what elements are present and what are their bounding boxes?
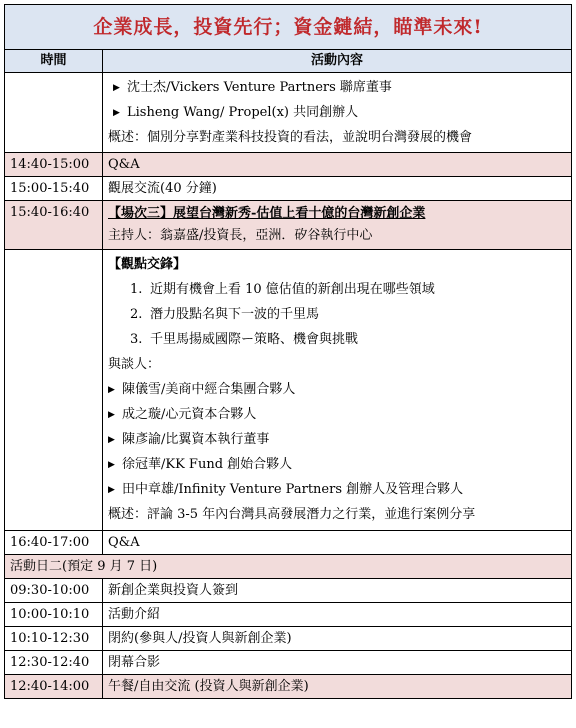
activity-cell: 午餐/自由交流 (投資人與新創企業)	[103, 675, 572, 699]
table-row	[5, 177, 572, 201]
triangle-bullet-icon: ▶	[108, 409, 115, 420]
time-cell: 09:30-10:00	[5, 579, 103, 603]
panelist: 田中章雄/Infinity Venture Partners 創辦人及管理合夥人	[122, 481, 464, 497]
activity-cell: 閉幕合影	[103, 651, 572, 675]
panelist: 成之璇/心元資本合夥人	[122, 406, 257, 422]
activity-cell: Q&A	[103, 153, 572, 177]
triangle-bullet-icon: ▶	[108, 484, 115, 495]
activity-cell: Q&A	[103, 531, 572, 555]
table-row	[5, 201, 572, 250]
triangle-bullet-icon: ▶	[113, 82, 120, 93]
activity-cell: 閉約(參與人/投資人與新創企業)	[103, 627, 572, 651]
day-header: 活動日二(預定 9 月 7 日)	[5, 555, 572, 579]
table-row	[5, 627, 572, 651]
time-cell: 12:40-14:00	[5, 675, 103, 699]
table-row	[5, 675, 572, 699]
session-host: 主持人：翁嘉盛/投資長，亞洲．矽谷執行中心	[108, 228, 373, 243]
table-row: 【觀點交鋒】 1. 近期有機會上看 10 億估值的新創出現在哪些領域 2. 潛力股點名與下一波的千里馬 3. 千里馬揚威國際ー策略、機會與挑戰 與談人： ▶ 陳儀雪/美商中經合集團合夥人 ▶ 成之璇/心元資本合夥人 ▶ 陳彥諭/比翼資本執行董事 ▶ 徐冠華/KK Fund 創始合夥人 ▶ 田中章雄/Infinity Venture Partners 創辦人及管理合夥人 概述：評論 3-5 年內台灣具高發展潛力之行業，並進行案例分享	[5, 250, 572, 531]
time-cell: 15:40-16:40	[5, 201, 103, 250]
time-cell: 14:40-15:00	[5, 153, 103, 177]
time-cell: 10:00-10:10	[5, 603, 103, 627]
point: 潛力股點名與下一波的千里馬	[150, 306, 320, 322]
speaker: Lisheng Wang/ Propel(x) 共同創辦人	[127, 104, 359, 120]
table-row	[5, 555, 572, 579]
table-row	[5, 651, 572, 675]
section-heading: 【觀點交鋒】	[108, 256, 187, 272]
time-cell: 10:10-12:30	[5, 627, 103, 651]
summary: 概述：個別分享對產業科技投資的看法，並說明台灣發展的機會	[108, 129, 473, 145]
table-row	[5, 603, 572, 627]
triangle-bullet-icon: ▶	[108, 384, 115, 395]
table-row	[5, 531, 572, 555]
speaker: 沈士杰/Vickers Venture Partners 聯席董事	[127, 79, 392, 95]
panelist: 徐冠華/KK Fund 創始合夥人	[122, 456, 293, 472]
page-title: 企業成長，投資先行；資金鏈結，瞄準未來!	[5, 5, 572, 50]
session-title: 【場次三】展望台灣新秀-估值上看十億的台灣新創企業	[108, 206, 426, 221]
point: 千里馬揚威國際ー策略、機會與挑戰	[150, 331, 359, 347]
panel-label: 與談人：	[108, 356, 161, 372]
triangle-bullet-icon: ▶	[113, 107, 120, 118]
table-row	[5, 153, 572, 177]
activity-cell: 新創企業與投資人簽到	[103, 579, 572, 603]
column-header-activity: 活動內容	[103, 50, 572, 73]
time-cell: 12:30-12:40	[5, 651, 103, 675]
triangle-bullet-icon: ▶	[108, 459, 115, 470]
column-header-time: 時間	[5, 50, 103, 73]
time-cell: 15:00-15:40	[5, 177, 103, 201]
summary: 概述：評論 3-5 年內台灣具高發展潛力之行業，並進行案例分享	[108, 506, 476, 522]
activity-cell: 活動介紹	[103, 603, 572, 627]
time-cell: 16:40-17:00	[5, 531, 103, 555]
activity-cell: 觀展交流(40 分鐘)	[103, 177, 572, 201]
panelist: 陳儀雪/美商中經合集團合夥人	[122, 381, 296, 397]
table-row	[5, 73, 572, 153]
triangle-bullet-icon: ▶	[108, 434, 115, 445]
table-row	[5, 579, 572, 603]
schedule-table	[4, 4, 572, 699]
panelist: 陳彥諭/比翼資本執行董事	[122, 431, 270, 447]
point: 近期有機會上看 10 億估值的新創出現在哪些領域	[150, 281, 435, 297]
